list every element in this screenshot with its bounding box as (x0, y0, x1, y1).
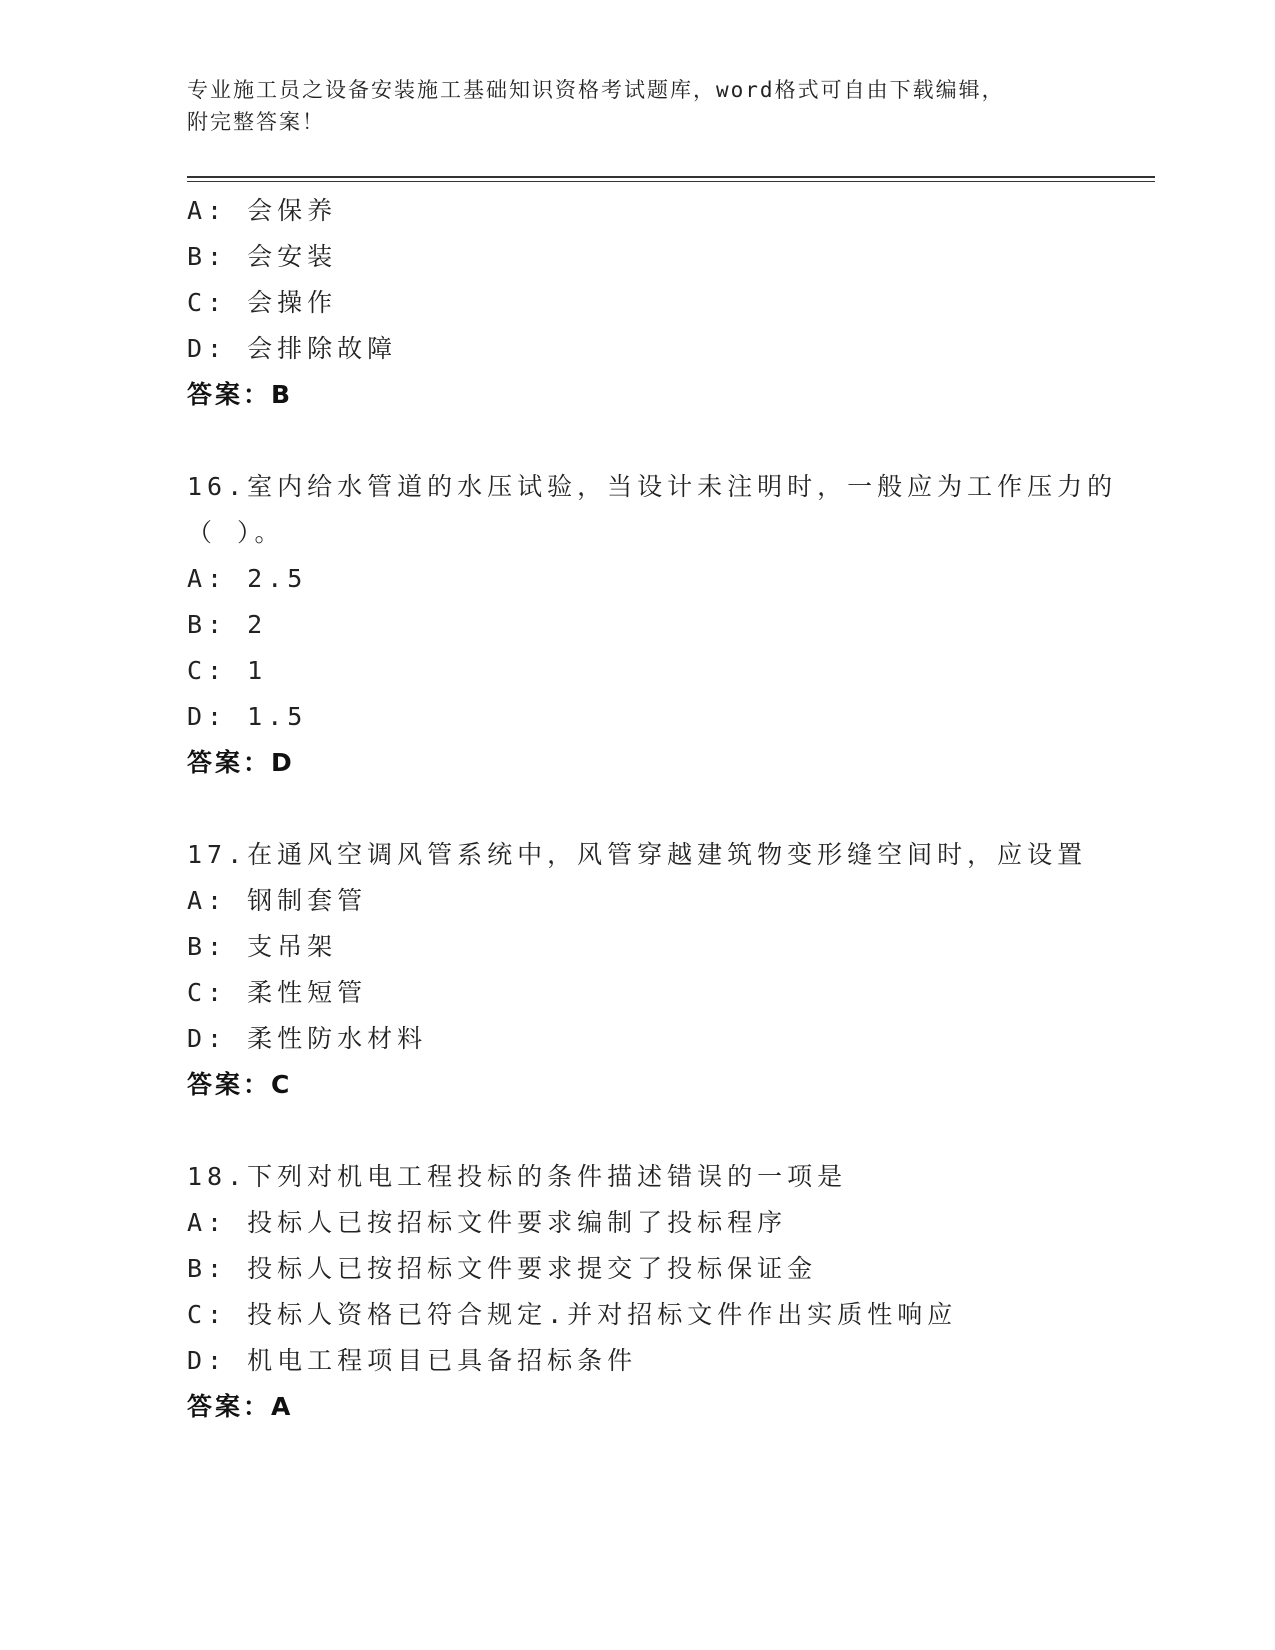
question-list (187, 188, 1155, 1430)
question-15-options (187, 188, 1155, 418)
option-d: D: 会排除故障 (187, 334, 398, 363)
question-stem: 17.在通风空调风管系统中，风管穿越建筑物变形缝空间时，应设置 (187, 840, 1088, 869)
option-b: B: 投标人已按招标文件要求提交了投标保证金 (187, 1254, 818, 1283)
option-c: C: 柔性短管 (187, 978, 368, 1007)
option-d: D: 柔性防水材料 (187, 1024, 428, 1053)
option-a: A: 2.5 (187, 564, 308, 593)
option-c: C: 投标人资格已符合规定.并对招标文件作出实质性响应 (187, 1300, 958, 1329)
header-rule-thick (187, 176, 1155, 178)
header-line-1: 专业施工员之设备安装施工基础知识资格考试题库，word格式可自由下载编辑， (187, 78, 1005, 102)
header-rule-thin (187, 181, 1155, 182)
answer-label: 答案：C (187, 1070, 293, 1099)
question-18 (187, 1154, 1155, 1430)
answer-label: 答案：A (187, 1392, 294, 1421)
option-d: D: 1.5 (187, 702, 308, 731)
option-a: A: 投标人已按招标文件要求编制了投标程序 (187, 1208, 788, 1237)
option-c: C: 会操作 (187, 288, 338, 317)
header-line-2: 附完整答案！ (187, 110, 325, 134)
option-a: A: 钢制套管 (187, 886, 368, 915)
question-stem: 16.室内给水管道的水压试验，当设计未注明时，一般应为工作压力的 (187, 472, 1118, 501)
question-stem: 18.下列对机电工程投标的条件描述错误的一项是 (187, 1162, 848, 1191)
option-a: A: 会保养 (187, 196, 338, 225)
answer-label: 答案：D (187, 748, 295, 777)
option-c: C: 1 (187, 656, 268, 685)
option-b: B: 会安装 (187, 242, 338, 271)
option-d: D: 机电工程项目已具备招标条件 (187, 1346, 638, 1375)
question-17 (187, 832, 1155, 1108)
document-header (187, 74, 1087, 138)
answer-label: 答案：B (187, 380, 294, 409)
question-16 (187, 464, 1155, 786)
question-stem-continued: （ ）。 (187, 518, 285, 547)
option-b: B: 2 (187, 610, 268, 639)
option-b: B: 支吊架 (187, 932, 338, 961)
